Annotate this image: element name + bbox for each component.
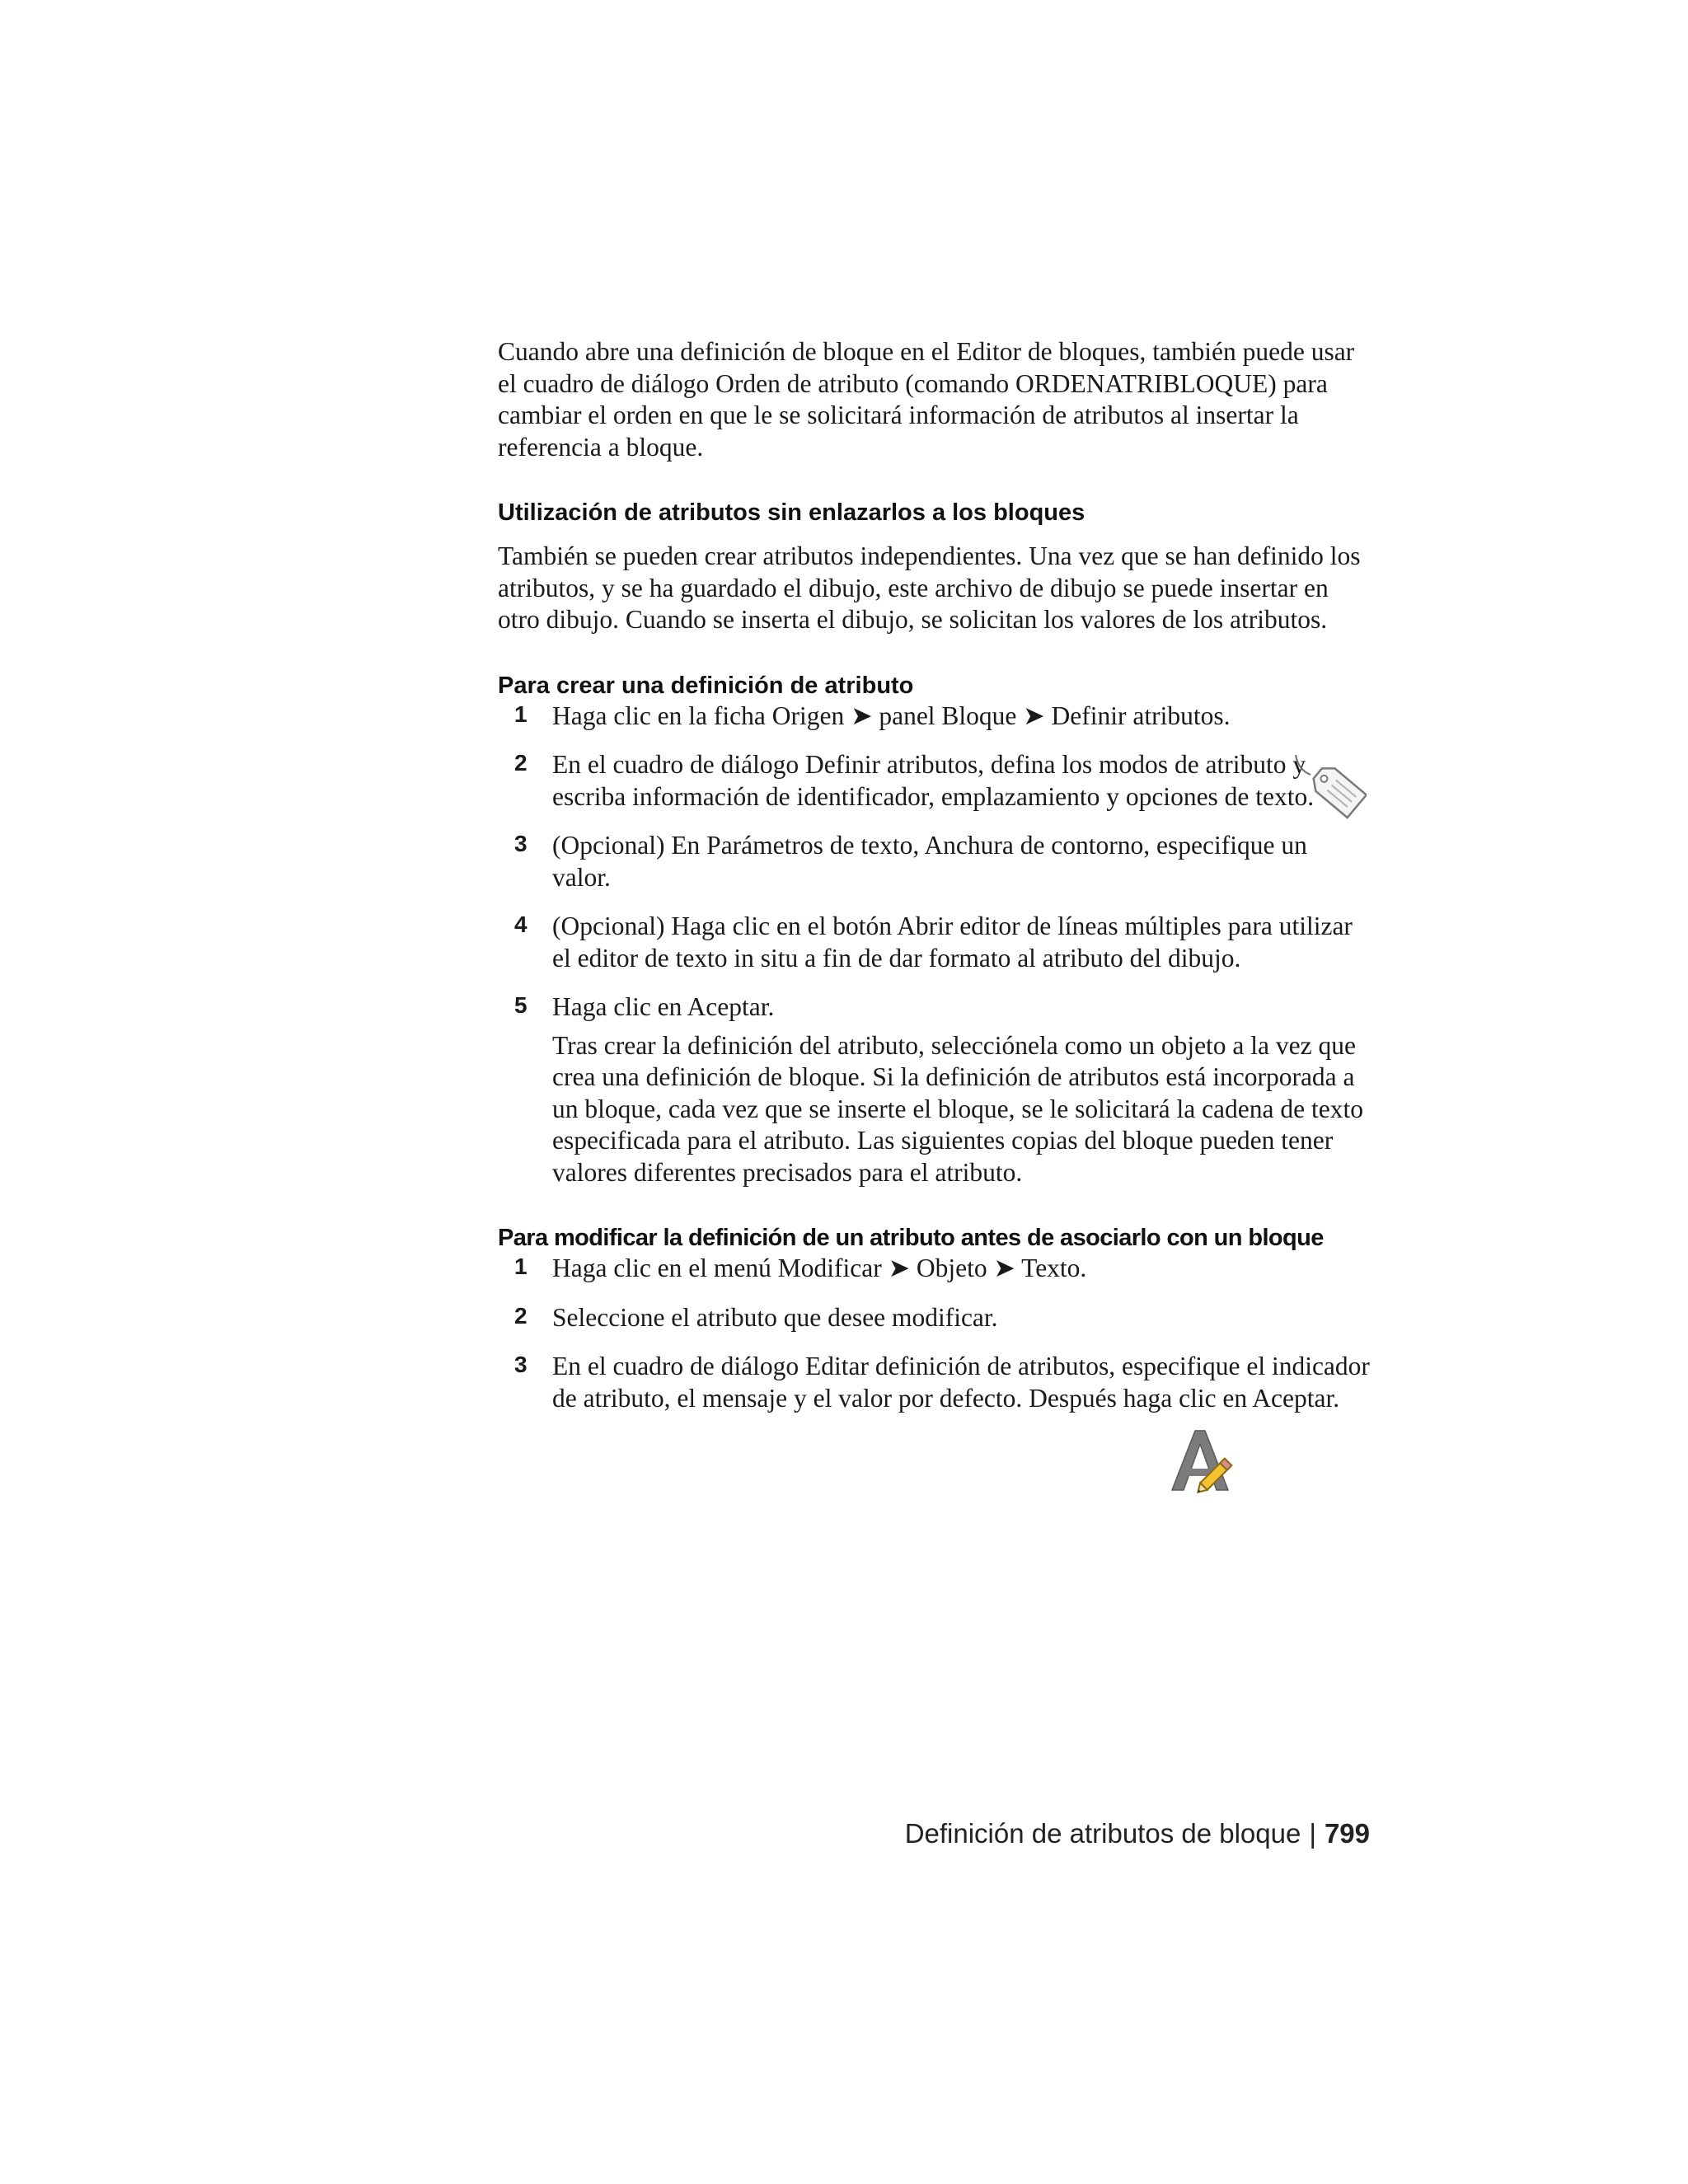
step-text: En el cuadro de diálogo Editar definición de atributos, especifique el indicador de atributo, el mensaje y el valor por defecto. Después haga clic en Aceptar.	[552, 1352, 1370, 1413]
list-item	[498, 830, 1370, 893]
list-item	[498, 701, 1370, 733]
step-text: Haga clic en el menú Modificar ➤ Objeto ➤ Texto.	[552, 1254, 1087, 1282]
page-footer	[905, 1818, 1370, 1849]
step-number: 2	[514, 750, 528, 776]
step-text: En el cuadro de diálogo Definir atributos, defina los modos de atributo y escriba información de identificador, emplazamiento y opciones de texto.	[552, 750, 1315, 811]
list-item	[498, 1302, 1370, 1334]
step-number: 1	[514, 701, 528, 727]
section-heading-unlinked-attributes: Utilización de atributos sin enlazarlos a los bloques	[498, 499, 1085, 526]
step-text: Seleccione el atributo que desee modificar.	[552, 1302, 998, 1332]
list-item	[498, 1351, 1370, 1414]
step-number: 3	[514, 1352, 528, 1377]
list-item	[498, 1253, 1370, 1285]
step-number: 1	[514, 1254, 528, 1279]
footer-section-title: Definición de atributos de bloque	[904, 1818, 1301, 1849]
list-item	[498, 911, 1370, 974]
step-text: Haga clic en la ficha Origen ➤ panel Bloque ➤ Definir atributos.	[552, 701, 1231, 730]
footer-separator: |	[1309, 1818, 1316, 1849]
step-number: 5	[514, 992, 528, 1018]
procedure-heading-create-attribute: Para crear una definición de atributo	[498, 672, 914, 699]
step-text: (Opcional) Haga clic en el botón Abrir editor de líneas múltiples para utilizar el editor de texto in situ a fin de dar formato al atributo del dibujo.	[552, 912, 1353, 972]
page-content	[498, 336, 1370, 1432]
section-paragraph-unlinked-attributes: También se pueden crear atributos independientes. Una vez que se han definido los atributos, y se ha guardado el dibujo, este archivo de dibujo se puede insertar en otro dibujo. Cuando se inserta el dibujo, se solicitan los valores de los atributos.	[498, 541, 1361, 634]
procedure-steps-modify-attribute	[498, 1253, 1370, 1414]
text-edit-icon	[1167, 1426, 1236, 1495]
page-number: 799	[1324, 1818, 1370, 1849]
list-item	[498, 749, 1370, 813]
step-text: (Opcional) En Parámetros de texto, Anchura de contorno, especifique un valor.	[552, 831, 1307, 892]
step-text: Haga clic en Aceptar.	[552, 992, 775, 1021]
step-number: 2	[514, 1302, 528, 1329]
list-item	[498, 991, 1370, 1188]
step-number: 3	[514, 831, 528, 856]
intro-paragraph: Cuando abre una definición de bloque en el Editor de bloques, también puede usar el cuadro de diálogo Orden de atributo (comando ORDENATRIBLOQUE) para cambiar el orden en que le se solicitará información de atributos al insertar la referencia a bloque.	[498, 337, 1355, 462]
procedure-heading-modify-attribute: Para modificar la definición de un atributo antes de asociarlo con un bloque	[498, 1225, 1324, 1251]
procedure-steps-create-attribute	[498, 701, 1370, 1189]
step-note: Tras crear la definición del atributo, selecciónela como un objeto a la vez que crea una definición de bloque. Si la definición de atributos está incorporada a un bloque, cada vez que se inserte el bloque, se le solicitará la cadena de texto especificada para el atributo. Las siguientes copias del bloque pueden tener valores diferentes precisados para el atributo.	[552, 1030, 1363, 1187]
step-number: 4	[514, 912, 528, 937]
attribute-tag-icon	[1291, 753, 1367, 829]
